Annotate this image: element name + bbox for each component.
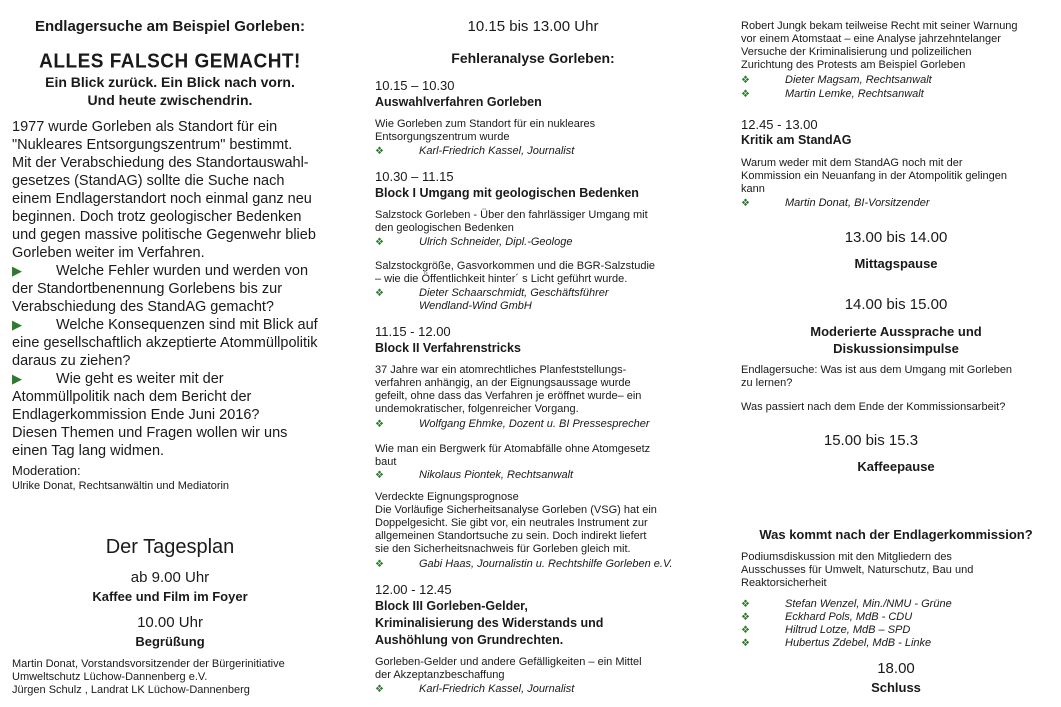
b3-time: 11.15 - 12.00: [375, 324, 451, 339]
cont-speaker-1: [741, 74, 932, 87]
text-line: baut: [375, 456, 397, 468]
coffee-title: Kaffeepause: [857, 459, 935, 474]
diamond-bullet-icon: ❖: [375, 237, 384, 248]
text-line: Gorleben-Gelder und andere Gefälligkeiten – ein Mittel: [375, 656, 642, 668]
speaker-name: Eckhard Pols, MdB - CDU: [785, 611, 913, 623]
intro-line: Gorleben weiter im Verfahren.: [12, 245, 205, 261]
diamond-bullet-icon: ❖: [741, 599, 750, 610]
time-10: 10.00 Uhr: [137, 614, 203, 631]
cont-speaker-2: [741, 88, 924, 101]
text-line: Warum weder mit dem StandAG noch mit der: [741, 157, 963, 169]
panel-speaker: [741, 611, 952, 624]
speaker-name: Hiltrud Lotze, MdB – SPD: [785, 624, 911, 636]
cont-text: [741, 20, 1059, 72]
intro-line: "Nukleares Entsorgungszentrum" bestimmt.: [12, 137, 293, 153]
end-title: Schluss: [871, 680, 921, 695]
text-line: undemokratischer, folgenreicher Vorgang.: [375, 403, 579, 415]
intro-line: gesetzes (StandAG) sollte die Suche nach: [12, 173, 285, 189]
diamond-bullet-icon: ❖: [741, 89, 750, 100]
b3c-text: [375, 491, 695, 556]
text-line: Wie Gorleben zum Standort für ein nukleares: [375, 118, 596, 130]
speaker-name: Ulrich Schneider, Dipl.-Geologe: [419, 236, 573, 248]
b5-time: 12.45 - 13.00: [741, 117, 818, 132]
question-line: der Standortbenennung Gorlebens bis zur: [12, 281, 283, 297]
question-item: [12, 370, 342, 424]
intro-line: einem Endlagerstandort noch einmal ganz neu: [12, 191, 312, 207]
lunch-time: 13.00 bis 14.00: [844, 229, 948, 246]
b2b-speaker: [375, 287, 609, 313]
b3-title: Block II Verfahrenstricks: [375, 341, 521, 355]
text-line: Salzstockgröße, Gasvorkommen und die BGR-Salzstudie: [375, 260, 656, 272]
moderation-name: Ulrike Donat, Rechtsanwältin und Mediatorin: [12, 480, 230, 492]
text-line: Reaktorsicherheit: [741, 577, 827, 589]
lunch-title: Mittagspause: [854, 256, 938, 271]
question-line: Welche Fehler wurden und werden von: [56, 263, 309, 279]
speaker-name: Wolfgang Ehmke, Dozent u. BI Pressesprecher: [419, 418, 650, 430]
b3a-text: [375, 364, 695, 416]
question-line: Endlagerkommission Ende Juni 2016?: [12, 407, 260, 423]
panel-title: Was kommt nach der Endlagerkommission?: [759, 527, 1033, 542]
question-line: eine gesellschaftlich akzeptierte Atommüllpolitik: [12, 335, 318, 351]
greeting-title: Begrüßung: [135, 634, 205, 649]
text-line: gefeilt, ohne dass das Verfahren je eröffnet wurde– ein: [375, 390, 642, 402]
panel-speaker: [741, 598, 952, 611]
speaker-name: Gabi Haas, Journalistin u. Rechtshilfe Gorleben e.V.: [419, 558, 673, 570]
text-line: Zurichtung des Protests am Beispiel Gorleben: [741, 59, 966, 71]
outro-line: Diesen Themen und Fragen wollen wir uns: [12, 425, 288, 441]
text-line: Die Vorläufige Sicherheitsanalyse Gorleben (VSG) hat ein: [375, 504, 657, 516]
speaker-name: Nikolaus Piontek, Rechtsanwalt: [419, 469, 574, 481]
question-line: Wie geht es weiter mit der: [56, 371, 224, 387]
text-line: allgemeinen Standortsuche zu sein. Doch indirekt liefert: [375, 530, 647, 542]
end-time: 18.00: [877, 660, 915, 677]
discussion-time: 14.00 bis 15.00: [844, 296, 948, 313]
title-line: Diskussionsimpulse: [833, 341, 959, 356]
intro-line: 1977 wurde Gorleben als Standort für ein: [12, 119, 278, 135]
b1-time: 10.15 – 10.30: [375, 78, 455, 93]
question-line: Welche Konsequenzen sind mit Blick auf: [56, 317, 318, 333]
b2b-text: [375, 260, 695, 286]
text-line: Ausschusses für Umwelt, Naturschutz, Bau und: [741, 564, 974, 576]
speaker-name: Hubertus Zdebel, MdB - Linke: [785, 637, 932, 649]
speaker-affiliation: Wendland-Wind GmbH: [419, 300, 532, 312]
text-line: Endlagersuche: Was ist aus dem Umgang mit Gorleben: [741, 364, 1013, 376]
text-line: Salzstock Gorleben - Über den fahrlässiger Umgang mit: [375, 209, 648, 221]
text-line: Kommission ein Neuanfang in der Atompolitik gelingen: [741, 170, 1007, 182]
coffee-film-title: Kaffee und Film im Foyer: [92, 589, 248, 604]
morning-time-range: 10.15 bis 13.00 Uhr: [467, 18, 599, 35]
diamond-bullet-icon: ❖: [375, 419, 384, 430]
greeting-speakers: [12, 658, 342, 697]
speaker-name: Dieter Schaarschmidt, Geschäftsführer: [419, 287, 609, 299]
greeting-line: Umweltschutz Lüchow-Dannenberg e.V.: [12, 671, 208, 683]
text-line: Versuche der Kriminalisierung und polizeilichen: [741, 46, 972, 58]
discussion-question-1: [741, 364, 1059, 390]
b3b-speaker: [375, 469, 573, 482]
diamond-bullet-icon: ❖: [375, 470, 384, 481]
panel-text: [741, 551, 1059, 590]
headline: ALLES FALSCH GEMACHT!: [39, 50, 301, 73]
b2-title: Block I Umgang mit geologischen Bedenken: [375, 186, 639, 200]
speaker-block: [419, 287, 609, 313]
panel-speakers: [741, 598, 952, 650]
speaker-name: Karl-Friedrich Kassel, Journalist: [419, 683, 575, 695]
text-line: verfahren anhängig, an der Eignungsaussage wurde: [375, 377, 631, 389]
diamond-bullet-icon: ❖: [741, 75, 750, 86]
diamond-bullet-icon: ❖: [741, 198, 750, 209]
text-line: Podiumsdiskussion mit den Mitgliedern des: [741, 551, 952, 563]
moderation-label: Moderation:: [12, 463, 81, 478]
subhead-1: Ein Blick zurück. Ein Blick nach vorn.: [45, 74, 295, 90]
tagesplan-title: Der Tagesplan: [105, 536, 235, 558]
b3b-text: [375, 443, 695, 469]
greeting-line: Martin Donat, Vorstandsvorsitzender der Bürgerinitiative: [12, 658, 285, 670]
b4-title: [375, 598, 603, 649]
b2a-text: [375, 209, 695, 235]
b2-time: 10.30 – 11.15: [375, 169, 454, 184]
subhead-2: Und heute zwischendrin.: [87, 92, 253, 108]
question-line: Verabschiedung des StandAG gemacht?: [12, 299, 274, 315]
outro-line: einen Tag lang widmen.: [12, 443, 165, 459]
title-line: Aushöhlung von Grundrechten.: [375, 633, 564, 647]
question-item: [12, 262, 342, 316]
diamond-bullet-icon: ❖: [741, 638, 750, 649]
b1-speaker: [375, 145, 574, 158]
b1-text: [375, 118, 695, 144]
diamond-bullet-icon: ❖: [375, 288, 384, 299]
speaker-name: Martin Lemke, Rechtsanwalt: [785, 88, 924, 100]
text-line: 37 Jahre war ein atomrechtliches Planfeststellungs-: [375, 364, 627, 376]
b4-time: 12.00 - 12.45: [375, 582, 452, 597]
panel-speaker: [741, 624, 952, 637]
text-line: vor einem Atomstaat – eine Analyse jahrzehntelanger: [741, 33, 1001, 45]
b4-text: [375, 656, 695, 682]
text-line: Verdeckte Eignungsprognose: [375, 491, 519, 503]
greeting-line: Jürgen Schulz , Landrat LK Lüchow-Dannenberg: [12, 684, 250, 696]
text-line: Doppelgesicht. Sie gibt vor, ein neutrales Instrument zur: [375, 517, 648, 529]
diamond-bullet-icon: ❖: [375, 146, 384, 157]
question-line: daraus zu ziehen?: [12, 353, 131, 369]
title-line: Block III Gorleben-Gelder,: [375, 599, 528, 613]
event-heading: Endlagersuche am Beispiel Gorleben:: [34, 18, 306, 35]
discussion-question-2: Was passiert nach dem Ende der Kommissionsarbeit?: [741, 401, 1006, 413]
triangle-bullet-icon: ▶: [12, 317, 22, 332]
text-line: zu lernen?: [741, 377, 793, 389]
text-line: Entsorgungszentrum wurde: [375, 131, 510, 143]
b5-text: [741, 157, 1059, 196]
b2a-speaker: [375, 236, 572, 249]
triangle-bullet-icon: ▶: [12, 371, 22, 386]
intro-line: und gegen massive politische Gegenwehr blieb: [12, 227, 316, 243]
b1-title: Auswahlverfahren Gorleben: [375, 95, 542, 109]
intro-line: beginnen. Doch trotz geologischer Bedenken: [12, 209, 302, 225]
diamond-bullet-icon: ❖: [375, 684, 384, 695]
b5-title: Kritik am StandAG: [741, 133, 852, 147]
b3c-speaker: [375, 558, 673, 571]
text-line: den geologischen Bedenken: [375, 222, 514, 234]
text-line: – wie die Öffentlichkeit hinter´ s Licht geführt wurde.: [375, 273, 628, 285]
discussion-title: [741, 323, 1051, 357]
text-line: kann: [741, 183, 765, 195]
b5-speaker: [741, 197, 929, 210]
text-line: der Akzeptanzbeschaffung: [375, 669, 505, 681]
time-9: ab 9.00 Uhr: [130, 569, 210, 586]
title-line: Moderierte Aussprache und: [810, 324, 982, 339]
speaker-name: Dieter Magsam, Rechtsanwalt: [785, 74, 932, 86]
title-line: Kriminalisierung des Widerstands und: [375, 616, 604, 630]
diamond-bullet-icon: ❖: [741, 612, 750, 623]
text-line: Wie man ein Bergwerk für Atomabfälle ohne Atomgesetz: [375, 443, 651, 455]
speaker-name: Stefan Wenzel, Min./NMU - Grüne: [785, 598, 952, 610]
intro-line: Mit der Verabschiedung des Standortauswahl-: [12, 155, 309, 171]
question-item: [12, 316, 342, 370]
text-line: sie den Sicherheitsnachweis für Gorleben gleich mit.: [375, 543, 631, 555]
question-line: Atommüllpolitik nach dem Bericht der: [12, 389, 252, 405]
b4-speaker: [375, 683, 574, 696]
b3a-speaker: [375, 418, 650, 431]
section-title: Fehleranalyse Gorleben:: [451, 50, 615, 66]
text-line: Robert Jungk bekam teilweise Recht mit seiner Warnung: [741, 20, 1018, 32]
panel-speaker: [741, 637, 952, 650]
speaker-name: Karl-Friedrich Kassel, Journalist: [419, 145, 575, 157]
intro-text: [12, 118, 342, 460]
diamond-bullet-icon: ❖: [741, 625, 750, 636]
diamond-bullet-icon: ❖: [375, 559, 384, 570]
speaker-name: Martin Donat, BI-Vorsitzender: [785, 197, 930, 209]
coffee-time: 15.00 bis 15.3: [823, 432, 919, 449]
triangle-bullet-icon: ▶: [12, 263, 22, 278]
